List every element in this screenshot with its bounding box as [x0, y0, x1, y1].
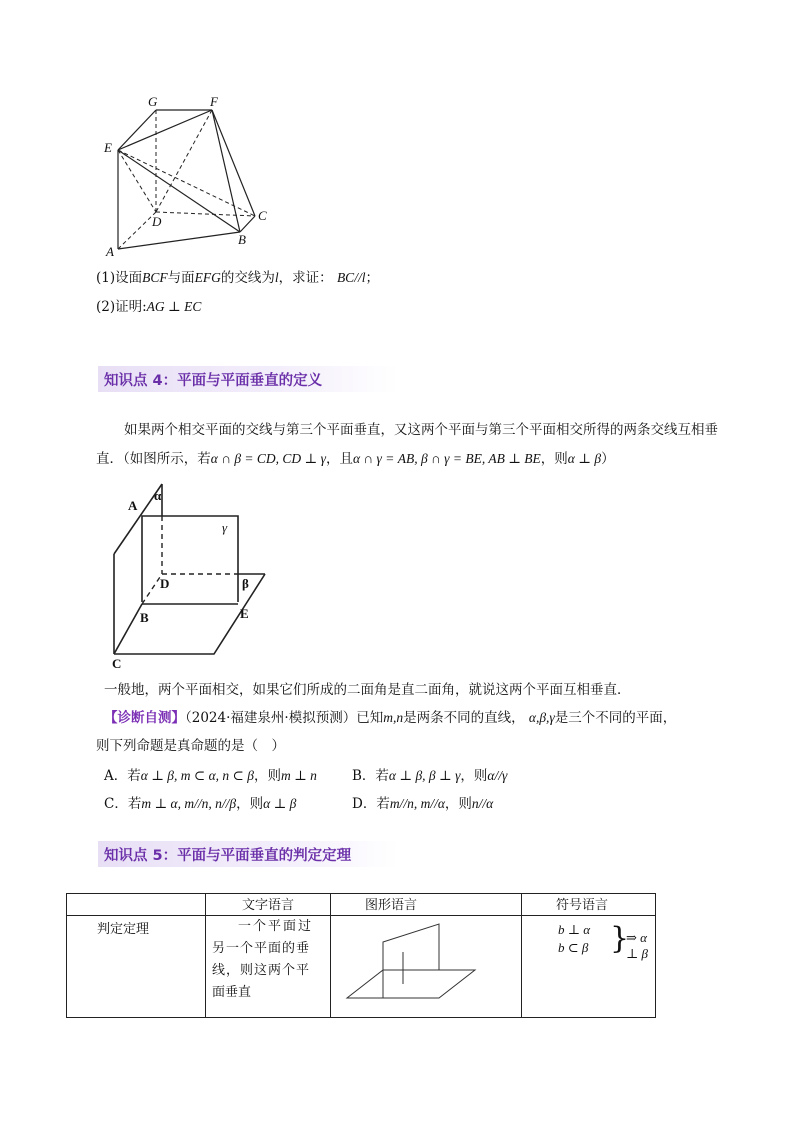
label-A2: A	[128, 498, 138, 513]
label-C: C	[258, 208, 267, 223]
label-A: A	[106, 244, 114, 257]
symbol-language-cell: b ⊥ α b ⊂ β } ⇒ α ⊥ β	[522, 916, 656, 1018]
theorem-table	[66, 893, 656, 1018]
label-B: B	[238, 232, 246, 247]
label-C2: C	[112, 656, 122, 670]
self-test-line-2: 则下列命题是真命题的是（ ）	[96, 738, 285, 754]
header-empty	[67, 894, 206, 916]
plane-figure	[343, 922, 479, 1012]
perpendicular-planes-figure	[108, 478, 278, 670]
definition-line-1: 如果两个相交平面的交线与第三个平面垂直，又这两个平面与第三个平面相交所得的两条交线互相垂	[124, 422, 718, 438]
label-B2: B	[140, 610, 149, 625]
label-D: D	[152, 214, 162, 229]
label-gamma: γ	[222, 520, 228, 535]
label-alpha: α	[154, 488, 162, 503]
definition-line-2: 直．（如图所示，若α ∩ β = CD, CD ⊥ γ，且α ∩ γ = AB, β ∩ γ = BE, AB ⊥ BE，则α ⊥ β）	[96, 451, 615, 467]
section5-heading: 知识点 5：平面与平面垂直的判定定理	[104, 848, 352, 864]
option-b[interactable]: B．若α ⊥ β, β ⊥ γ，则α//γ	[352, 768, 508, 784]
header-figure-language: 图形语言	[331, 894, 522, 916]
brace-icon: }	[610, 921, 630, 956]
header-text-language: 文字语言	[206, 894, 331, 916]
question-2: (2)证明:AG ⊥ EC	[96, 299, 202, 315]
label-G: G	[148, 94, 158, 109]
label-E2: E	[240, 606, 249, 621]
self-test-line-1: 【诊断自测】（2024·福建泉州·模拟预测）已知m,n是两条不同的直线， α,β,γ是三个不同的平面，	[104, 710, 677, 726]
row-label: 判定定理	[67, 916, 206, 1018]
general-statement: 一般地，两个平面相交，如果它们所成的二面角是直二面角，就说这两个平面互相垂直．	[104, 682, 631, 698]
figure-language-cell	[331, 916, 522, 1018]
label-F: F	[210, 94, 218, 109]
option-c[interactable]: C．若m ⊥ α, m//n, n//β，则α ⊥ β	[104, 796, 297, 812]
label-beta: β	[242, 576, 249, 591]
label-D2: D	[160, 576, 170, 591]
header-symbol-language: 符号语言	[522, 894, 656, 916]
solid-figure	[100, 92, 280, 257]
option-d[interactable]: D．若m//n, m//α，则n//α	[352, 796, 494, 812]
question-1: (1)设面BCF与面EFG的交线为l，求证： BC//l；	[96, 270, 379, 286]
option-a[interactable]: A．若α ⊥ β, m ⊂ α, n ⊂ β，则m ⊥ n	[104, 768, 317, 784]
section4-heading: 知识点 4：平面与平面垂直的定义	[104, 373, 323, 389]
text-language-cell: 一个平面过 另一个平面的垂 线，则这两个平 面垂直	[206, 916, 331, 1018]
label-E: E	[104, 140, 112, 155]
